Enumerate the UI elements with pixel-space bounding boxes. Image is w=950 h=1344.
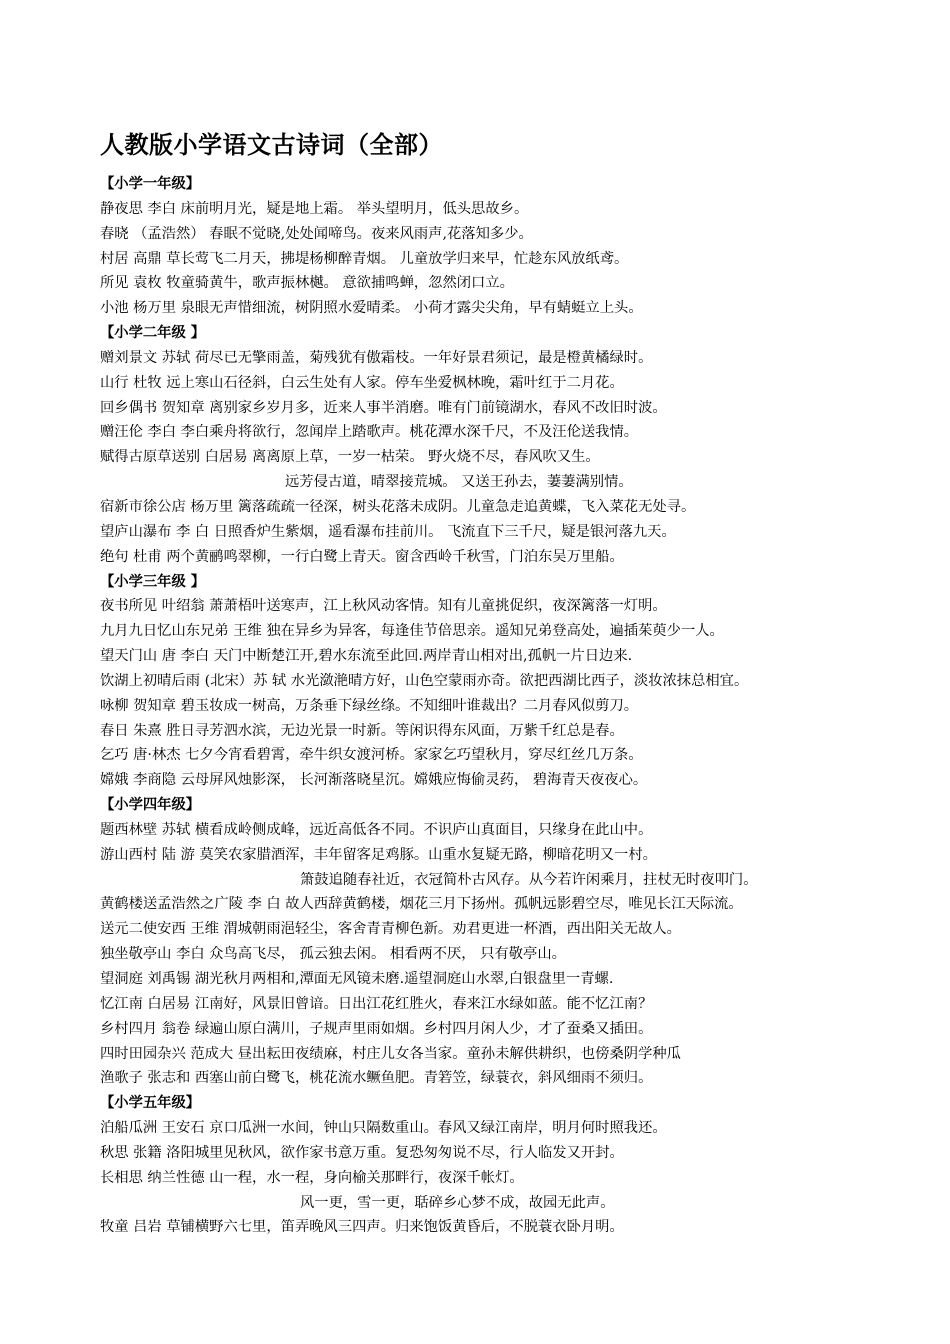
poem-line: 嫦娥 李商隐 云母屏风烛影深， 长河渐落晓星沉。嫦娥应悔偷灵药， 碧海青天夜夜心。 (100, 772, 648, 789)
poem-line: 牧童 吕岩 草铺横野六七里，笛弄晚风三四声。归来饱饭黄昏后，不脱蓑衣卧月明。 (100, 1219, 624, 1236)
poem-line: 长相思 纳兰性德 山一程，水一程，身向榆关那畔行，夜深千帐灯。 (100, 1169, 524, 1186)
poem-line: 渔歌子 张志和 西塞山前白鹭飞，桃花流水鳜鱼肥。青箬笠，绿蓑衣，斜风细雨不须归。 (100, 1070, 653, 1087)
poem-continuation-line: 远芳侵古道，晴翠接荒城。 又送王孙去，萋萋满别情。 (285, 474, 633, 491)
poem-line: 静夜思 李白 床前明月光，疑是地上霜。 举头望明月，低头思故乡。 (100, 200, 529, 217)
grade-heading: 【小学三年级 】 (100, 573, 206, 590)
poem-line: 题西林壁 苏轼 横看成岭侧成峰，远近高低各不同。不识庐山真面目，只缘身在此山中。 (100, 821, 653, 838)
poem-line: 宿新市徐公店 杨万里 篱落疏疏一径深，树头花落未成阴。儿童急走追黄蝶，飞入菜花无处寻。 (100, 498, 696, 515)
grade-heading: 【小学一年级】 (100, 176, 201, 192)
poem-line: 村居 高鼎 草长莺飞二月天，拂堤杨柳醉青烟。 儿童放学归来早，忙趁东风放纸鸢。 (100, 250, 629, 267)
poem-line: 赠汪伦 李白 李白乘舟将欲行，忽闻岸上踏歌声。桃花潭水深千尺，不及汪伦送我情。 (100, 424, 639, 441)
poem-line: 望庐山瀑布 李 白 日照香炉生紫烟，遥看瀑布挂前川。 飞流直下三千尺，疑是银河落九天。 (100, 523, 676, 540)
poem-line: 独坐敬亭山 李白 众鸟高飞尽， 孤云独去闲。 相看两不厌， 只有敬亭山。 (100, 946, 566, 963)
poem-line: 赋得古原草送别 白居易 离离原上草，一岁一枯荣。 野火烧不尽，春风吹又生。 (100, 449, 600, 466)
poem-line: 山行 杜牧 远上寒山石径斜，白云生处有人家。停车坐爱枫林晚，霜叶红于二月花。 (100, 374, 624, 391)
poem-line: 赠刘景文 苏轼 荷尽已无擎雨盖，菊残犹有傲霜枝。一年好景君须记，最是橙黄橘绿时。 (100, 349, 653, 366)
poem-line: 所见 袁枚 牧童骑黄牛，歌声振林樾。 意欲捕鸣蝉，忽然闭口立。 (100, 275, 514, 292)
poem-continuation-line: 箫鼓追随春社近，衣冠简朴古风存。从今若许闲乘月，拄杖无时夜叩门。 (300, 871, 758, 888)
poem-line: 泊船瓜洲 王安石 京口瓜洲一水间，钟山只隔数重山。春风又绿江南岸，明月何时照我还。 (100, 1120, 667, 1137)
poem-line: 绝句 杜甫 两个黄鹂鸣翠柳，一行白鹭上青天。窗含西岭千秋雪，门泊东吴万里船。 (100, 548, 624, 565)
poem-line: 黄鹤楼送孟浩然之广陵 李 白 故人西辞黄鹤楼，烟花三月下扬州。孤帆远影碧空尽，唯见长江天际流。 (100, 896, 743, 913)
grade-heading: 【小学二年级 】 (100, 325, 206, 342)
poem-line: 咏柳 贺知章 碧玉妆成一树高，万条垂下绿丝绦。不知细叶谁裁出？二月春风似剪刀。 (100, 697, 639, 714)
poem-line: 望天门山 唐 李白 天门中断楚江开,碧水东流至此回.两岸青山相对出,孤帆一片日边来. (100, 648, 633, 665)
poem-continuation-line: 风一更，雪一更，聒碎乡心梦不成，故园无此声。 (300, 1194, 615, 1211)
poem-line: 乞巧 唐·林杰 七夕今宵看碧霄，牵牛织女渡河桥。家家乞巧望秋月，穿尽红丝几万条。 (100, 747, 643, 764)
poem-line: 乡村四月 翁卷 绿遍山原白满川，子规声里雨如烟。乡村四月闲人少，才了蚕桑又插田。 (100, 1020, 653, 1037)
poem-list (100, 172, 900, 1240)
poem-line: 回乡偶书 贺知章 离别家乡岁月多，近来人事半消磨。唯有门前镜湖水，春风不改旧时波。 (100, 399, 667, 416)
grade-heading: 【小学五年级】 (100, 1095, 201, 1112)
poem-line: 饮湖上初晴后雨 (北宋）苏 轼 水光潋滟晴方好，山色空蒙雨亦奇。欲把西湖比西子，淡妆浓抹总相宜。 (100, 672, 749, 689)
poem-line: 春日 朱熹 胜日寻芳泗水滨，无边光景一时新。等闲识得东风面，万紫千红总是春。 (100, 722, 624, 739)
poem-line: 小池 杨万里 泉眼无声惜细流，树阴照水爱晴柔。 小荷才露尖尖角，早有蜻蜓立上头。 (100, 300, 643, 317)
poem-line: 送元二使安西 王维 渭城朝雨浥轻尘，客舍青青柳色新。劝君更进一杯酒，西出阳关无故人。 (100, 921, 681, 938)
poem-line: 九月九日忆山东兄弟 王维 独在异乡为异客，每逢佳节倍思亲。遥知兄弟登高处，遍插茱萸少一人。 (100, 623, 724, 640)
poem-line: 游山西村 陆 游 莫笑农家腊酒浑，丰年留客足鸡豚。山重水复疑无路，柳暗花明又一村。 (100, 846, 657, 863)
page-title: 人教版小学语文古诗词（全部） (100, 131, 443, 159)
poem-line: 春晓 （孟浩然） 春眠不觉晓,处处闻啼鸟。夜来风雨声,花落知多少。 (100, 225, 533, 242)
poem-line: 四时田园杂兴 范成大 昼出耘田夜绩麻，村庄儿女各当家。童孙未解供耕织，也傍桑阴学种瓜 (100, 1045, 681, 1062)
poem-line: 望洞庭 刘禹锡 湖光秋月两相和,潭面无风镜未磨.遥望洞庭山水翠,白银盘里一青螺. (100, 971, 614, 987)
poem-line: 夜书所见 叶绍翁 萧萧梧叶送寒声，江上秋风动客情。知有儿童挑促织，夜深篱落一灯明。 (100, 598, 667, 615)
poem-line: 忆江南 白居易 江南好，风景旧曾谙。日出江花红胜火，春来江水绿如蓝。能不忆江南？ (100, 995, 653, 1012)
poem-line: 秋思 张籍 洛阳城里见秋风，欲作家书意万重。复恐匆匆说不尽，行人临发又开封。 (100, 1144, 624, 1161)
grade-heading: 【小学四年级】 (100, 797, 201, 814)
